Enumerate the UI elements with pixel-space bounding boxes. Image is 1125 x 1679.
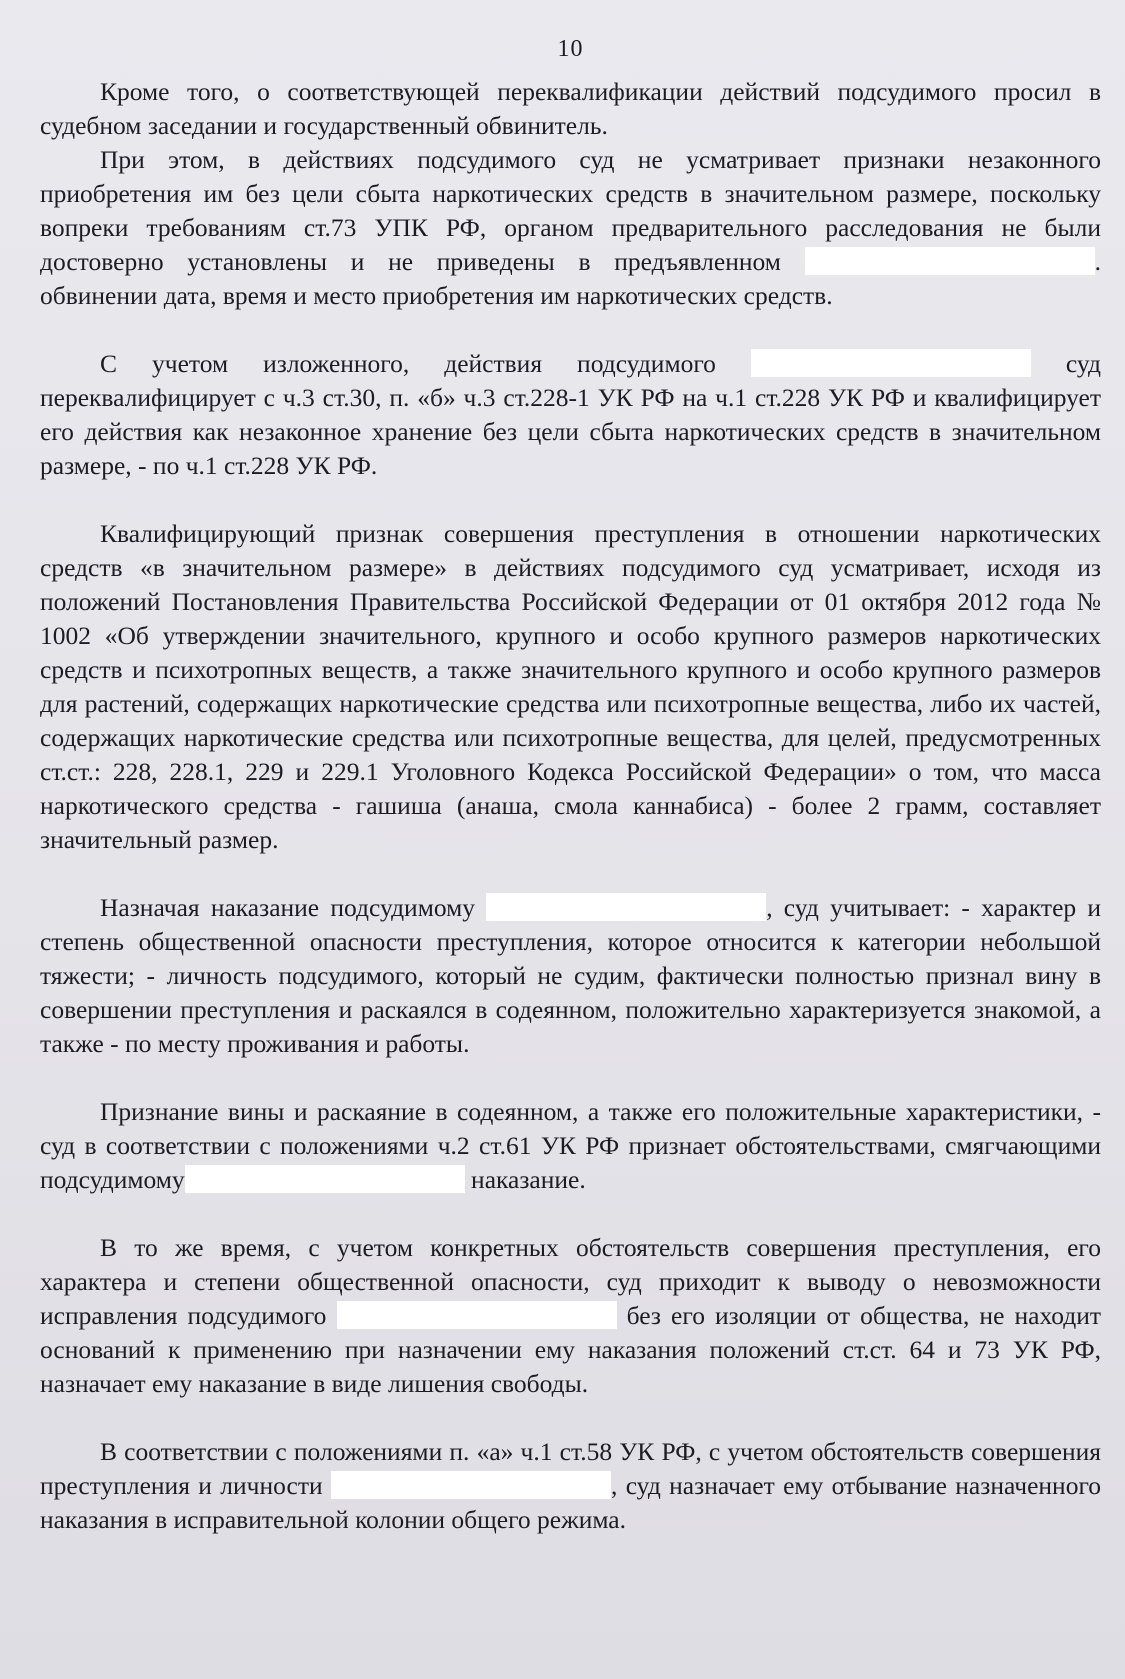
redaction-block — [185, 1165, 465, 1193]
paragraph-6 — [40, 1095, 1101, 1197]
paragraph-3-text-a: С учетом изложенного, действия подсудимого — [100, 349, 716, 378]
paragraph-8-text-b: , суд назначает ему отбывание назначенного наказания в исправительной колонии общего режима. — [40, 1471, 1102, 1534]
paragraph-2 — [40, 143, 1101, 313]
paragraph-3 — [40, 347, 1101, 483]
paragraph-2-text-b: . обвинении дата, время и место приобретения им наркотических средств. — [40, 247, 1101, 310]
paragraph-5-text-a: Назначая наказание подсудимому — [100, 893, 475, 922]
paragraph-6-text-b: наказание. — [471, 1165, 586, 1194]
redaction-block — [337, 1301, 617, 1329]
page-number: 10 — [557, 36, 584, 62]
paragraph-spacer — [40, 1401, 1101, 1435]
redaction-block — [486, 893, 766, 921]
paragraph-spacer — [40, 483, 1101, 517]
paragraph-1 — [40, 75, 1101, 143]
paragraph-2-text-a: При этом, в действиях подсудимого суд не усматривает признаки незаконного приобретения им без цели сбыта наркотических средств в значительном размере, поскольку вопреки требованиям ст.73 УПК РФ, органом предварительного расследования не были достоверно установлены и не приведены в предъявленном — [40, 145, 1101, 276]
redaction-block — [805, 247, 1095, 275]
paragraph-5-text-b: , суд учитывает: - характер и степень общественной опасности преступления, которое относится к категории небольшой тяжести; - личность подсудимого, который не судим, фактически полностью признал вину в совершении преступления и раскаялся в содеянном, положительно характеризуется знакомой, а также - по месту проживания и работы. — [40, 893, 1101, 1058]
paragraph-4-text: Квалифицирующий признак совершения преступления в отношении наркотических средств «в значительном размере» в действиях подсудимого суд усматривает, исходя из положений Постановления Правительства Российской Федерации от 01 октября 2012 года № 1002 «Об утверждении значительного, крупного и особо крупного размеров наркотических средств и психотропных веществ, а также значительного крупного и особо крупного размеров для растений, содержащих наркотические средства или психотропные вещества, либо их частей, содержащих наркотические средства или психотропные вещества, для целей, предусмотренных ст.ст.: 228, 228.1, 229 и 229.1 Уголовного Кодекса Российской Федерации» о том, что масса наркотического средства - гашиша (анаша, смола каннабиса) - более 2 грамм, составляет значительный размер. — [40, 519, 1101, 854]
paragraph-8 — [40, 1435, 1101, 1537]
paragraph-spacer — [40, 1197, 1101, 1231]
paragraph-7-text-b: без его изоляции от общества, не находит оснований к применению при назначении ему наказания положений ст.ст. 64 и 73 УК РФ, назначает ему наказание в виде лишения свободы. — [40, 1301, 1102, 1398]
paragraph-5 — [40, 891, 1101, 1061]
redaction-block — [751, 349, 1031, 377]
paragraph-7-text-a: В то же время, с учетом конкретных обстоятельств совершения преступления, его характера и степени общественной опасности, суд приходит к выводу о невозможности исправления подсудимого — [40, 1233, 1101, 1330]
paragraph-spacer — [40, 313, 1101, 347]
paragraph-8-text-a: В соответствии с положениями п. «а» ч.1 ст.58 УК РФ, с учетом обстоятельств совершения преступления и личности — [40, 1437, 1101, 1500]
paragraph-4 — [40, 517, 1101, 857]
paragraph-spacer — [40, 857, 1101, 891]
paragraph-1-text: Кроме того, о соответствующей переквалификации действий подсудимого просил в судебном заседании и государственный обвинитель. — [40, 77, 1101, 140]
paragraph-6-text-a: Признание вины и раскаяние в содеянном, а также его положительные характеристики, - суд в соответствии с положениями ч.2 ст.61 УК РФ признает обстоятельствами, смягчающими подсудимому — [40, 1097, 1101, 1194]
paragraph-spacer — [40, 1061, 1101, 1095]
redaction-block — [331, 1471, 611, 1499]
paragraph-7 — [40, 1231, 1101, 1401]
paragraph-3-text-b: суд переквалифицирует с ч.3 ст.30, п. «б» ч.3 ст.228-1 УК РФ на ч.1 ст.228 УК РФ и квалифицирует его действия как незаконное хранение без цели сбыта наркотических средств в значительном размере, - по ч.1 ст.228 УК РФ. — [40, 349, 1102, 480]
